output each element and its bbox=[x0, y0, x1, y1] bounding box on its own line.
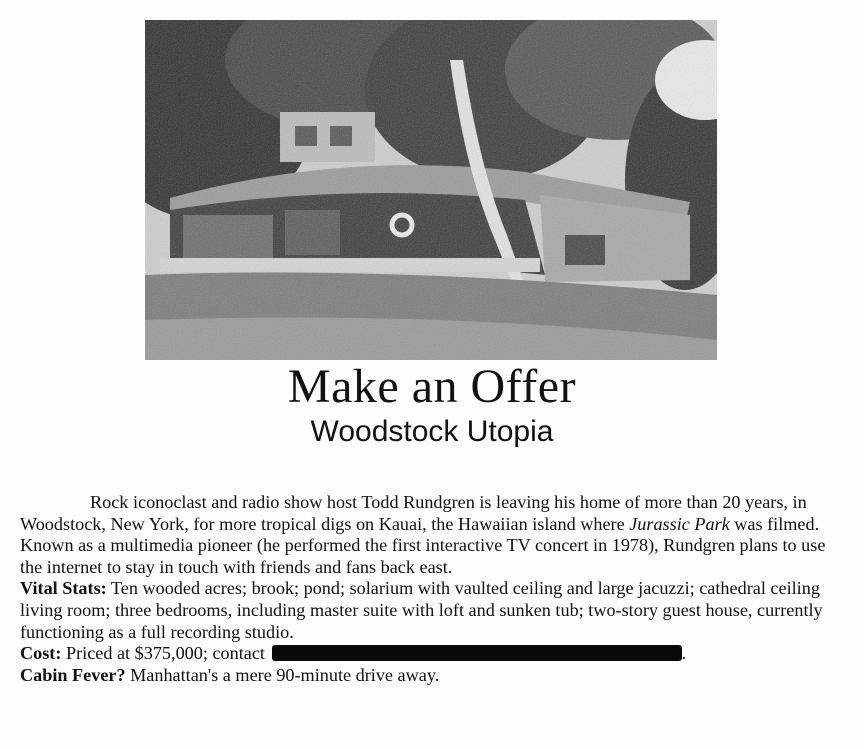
intro-text-2: was filmed. Known as a multimedia pioneer (he performed the first interactive TV concert in 1978), Rundgren plans to use the internet to stay in touch with friends and fans back east. bbox=[20, 513, 826, 577]
vital-stats-paragraph bbox=[20, 578, 840, 643]
intro-paragraph bbox=[20, 492, 840, 578]
house-photo bbox=[145, 20, 717, 360]
cabin-fever-label: Cabin Fever? bbox=[20, 664, 126, 685]
intro-text-1: Rock iconoclast and radio show host Todd Rundgren is leaving his home of more than 20 years, in Woodstock, New York, for more tropical digs on Kauai, the Hawaiian island where bbox=[20, 492, 807, 534]
cost-text: Priced at $375,000; contact bbox=[61, 643, 270, 664]
film-title: Jurassic Park bbox=[629, 513, 730, 534]
vital-stats-text: Ten wooded acres; brook; pond; solarium with vaulted ceiling and large jacuzzi; cathedral ceiling living room; three bedrooms, including master suite with loft and sunken tub; two-story guest house, currently functioning as a full recording studio. bbox=[20, 578, 823, 642]
headline: Make an Offer bbox=[287, 360, 577, 413]
cost-end: . bbox=[681, 643, 687, 664]
cabin-fever-paragraph bbox=[20, 665, 840, 687]
subheadline: Woodstock Utopia bbox=[310, 415, 554, 448]
redacted-contact bbox=[272, 645, 682, 661]
cabin-fever-text: Manhattan's a mere 90-minute drive away. bbox=[125, 664, 440, 685]
cost-paragraph bbox=[20, 643, 840, 665]
article-body bbox=[20, 492, 840, 686]
vital-stats-label: Vital Stats: bbox=[20, 578, 107, 599]
cost-label: Cost: bbox=[20, 643, 62, 664]
